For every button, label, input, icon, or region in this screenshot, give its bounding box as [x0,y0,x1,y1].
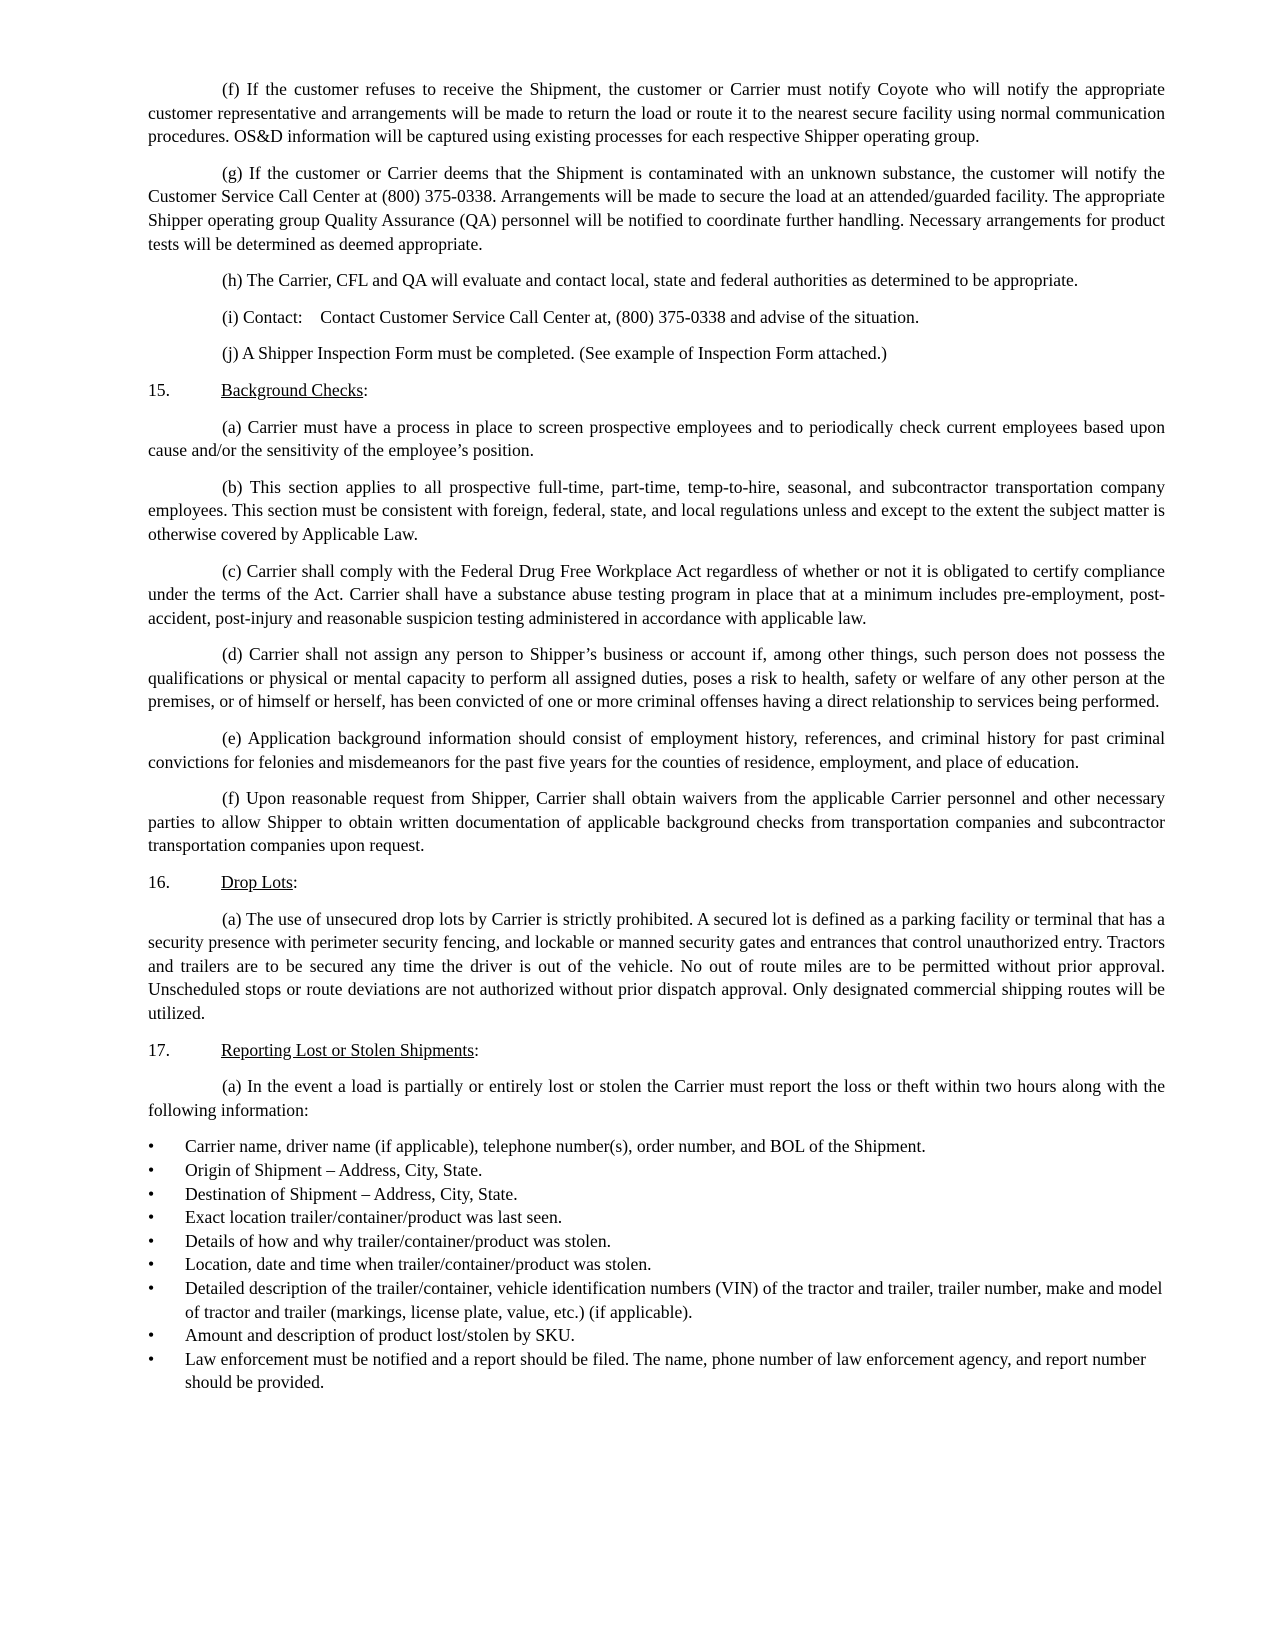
section-heading-15: 15. Background Checks: [148,379,1165,403]
bullet-glyph: • [148,1207,155,1228]
paragraph-16a: (a) The use of unsecured drop lots by Carrier is strictly prohibited. A secured lot is defined as a parking facility or terminal that has a security presence with perimeter security fencing, and lockable or manned security gates and entrances that control unauthorized entry. Tractors and trailers are to be secured any time the driver is out of the vehicle. No out of route miles are to be permitted without prior approval. Unscheduled stops or route deviations are not authorized without prior dispatch approval. Only designated commercial shipping routes will be utilized. [148,908,1165,1023]
section-number: 16. [148,872,170,893]
bullet-glyph: • [148,1183,155,1204]
list-item: • Details of how and why trailer/container/product was stolen. [148,1230,1165,1254]
section-title: Reporting Lost or Stolen Shipments [221,1039,475,1060]
list-item: • Destination of Shipment – Address, City, State. [148,1183,1165,1207]
paragraph-15f: (f) Upon reasonable request from Shipper, Carrier shall obtain waivers from the applicable Carrier personnel and other necessary parties to allow Shipper to obtain written documentation of applicable background checks from transportation companies and subcontractor transportation companies upon request. [148,788,1165,856]
section-heading-17: 17. Reporting Lost or Stolen Shipments: [148,1039,1165,1063]
paragraph-14j: (j) A Shipper Inspection Form must be completed. (See example of Inspection Form attached.) [222,343,887,364]
paragraph-14h: (h) The Carrier, CFL and QA will evaluate and contact local, state and federal authorities as determined to be appropriate. [222,270,1079,291]
list-item: • Law enforcement must be notified and a report should be filed. The name, phone number of law enforcement agency, and report number should be provided. [148,1348,1146,1393]
contact-text: Contact Customer Service Call Center at, (800) 375-0338 and advise of the situation. [320,306,920,327]
paragraph-17a: (a) In the event a load is partially or entirely lost or stolen the Carrier must report the loss or theft within two hours along with the following information: [148,1076,1165,1120]
bullet-glyph: • [148,1277,155,1298]
paragraph-15d: (d) Carrier shall not assign any person to Shipper’s business or account if, among other things, such person does not possess the qualifications or physical or mental capacity to perform all assigned duties, poses a risk to health, safety or welfare of any other person at the premises, or of himself or herself, has been convicted of one or more criminal offenses having a direct relationship to services being performed. [148,644,1165,712]
section-heading-16: 16. Drop Lots: [148,871,1165,895]
paragraph-14i [148,306,1165,330]
bullet-glyph: • [148,1348,155,1369]
paragraph-14f: (f) If the customer refuses to receive the Shipment, the customer or Carrier must notify Coyote who will notify the appropriate customer representative and arrangements will be made to return the load or route it to the nearest secure facility using normal communication procedures. OS&D information will be captured using existing processes for each respective Shipper operating group. [148,79,1165,147]
contact-label: (i) Contact: [222,306,303,327]
paragraph-15c: (c) Carrier shall comply with the Federal Drug Free Workplace Act regardless of whether or not it is obligated to certify compliance under the terms of the Act. Carrier shall have a substance abuse testing program in place that at a minimum includes pre-employment, post-accident, post-injury and reasonable suspicion testing administered in accordance with applicable law. [148,560,1165,628]
paragraph-15a: (a) Carrier must have a process in place to screen prospective employees and to periodically check current employees based upon cause and/or the sensitivity of the employee’s position. [148,416,1165,461]
bullet-glyph: • [148,1159,155,1180]
section-title: Drop Lots [221,872,293,893]
list-item: • Location, date and time when trailer/container/product was stolen. [148,1253,1165,1277]
section-number: 15. [148,379,170,400]
bullet-glyph: • [148,1230,155,1251]
list-item: • Exact location trailer/container/product was last seen. [148,1206,1165,1230]
list-item: • Amount and description of product lost/stolen by SKU. [148,1324,1165,1348]
list-item: • Detailed description of the trailer/container, vehicle identification numbers (VIN) of the tractor and trailer, trailer number, make and model of tractor and trailer (markings, license plate, value, etc.) (if applicable). [148,1277,1163,1322]
paragraph-14g: (g) If the customer or Carrier deems that the Shipment is contaminated with an unknown substance, the customer will notify the Customer Service Call Center at (800) 375-0338. Arrangements will be made to secure the load at an attended/guarded facility. The appropriate Shipper operating group Quality Assurance (QA) personnel will be notified to coordinate further handling. Necessary arrangements for product tests will be determined as deemed appropriate. [148,162,1165,254]
paragraph-15b: (b) This section applies to all prospective full-time, part-time, temp-to-hire, seasonal, and subcontractor transportation company employees. This section must be consistent with foreign, federal, state, and local regulations unless and except to the extent the subject matter is otherwise covered by Applicable Law. [148,476,1165,544]
section-number: 17. [148,1039,170,1060]
paragraph-15e: (e) Application background information should consist of employment history, references, and criminal history for past criminal convictions for felonies and misdemeanors for the past five years for the counties of residence, employment, and place of education. [148,728,1165,772]
bullet-glyph: • [148,1136,155,1157]
bullet-glyph: • [148,1325,155,1346]
section-title: Background Checks [221,379,364,400]
list-item: • Origin of Shipment – Address, City, State. [148,1159,1165,1183]
bullet-list [148,1135,1165,1395]
bullet-glyph: • [148,1254,155,1275]
list-item: • Carrier name, driver name (if applicable), telephone number(s), order number, and BOL of the Shipment. [148,1135,1165,1159]
